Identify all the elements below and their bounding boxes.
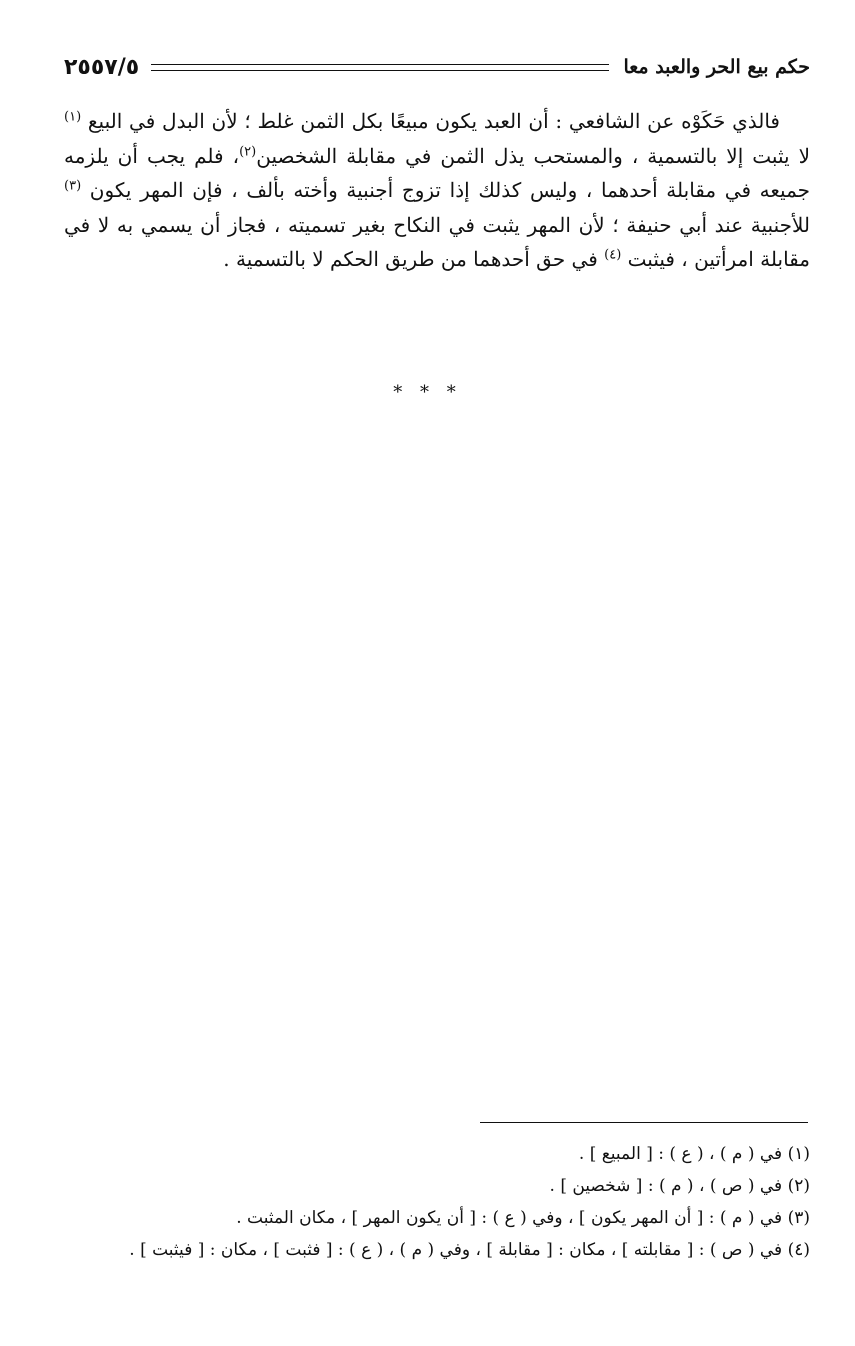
- running-header: [64, 50, 810, 84]
- section-separator: * * *: [393, 382, 462, 403]
- footnote-2: (٢) في ( ص ) ، ( م ) : [ شخصين ] .: [549, 1176, 810, 1196]
- footnote-ref-3: (٣): [64, 178, 82, 194]
- footnote-1: (١) في ( م ) ، ( ع ) : [ المبيع ] .: [578, 1144, 810, 1164]
- page-number: ٢٥٥٧/٥: [64, 54, 140, 80]
- footnote-3: (٣) في ( م ) : [ أن المهر يكون ] ، وفي ( ع ) : [ أن يكون المهر ] ، مكان المثبت .: [236, 1208, 810, 1228]
- text-segment: ، فلم يجب أن يلزمه جميعه في مقابلة أحدهما ، وليس كذلك إذا تزوج أجنبية وأخته بألف ، فإن المهر يكون: [64, 143, 810, 202]
- header-title: حكم بيع الحر والعبد معا: [623, 56, 810, 78]
- main-text: [64, 104, 810, 277]
- text-segment: للأجنبية عند أبي حنيفة ؛ لأن المهر يثبت في النكاح بغير تسميته ، فجاز أن يسمي به لا في مقابلة امرأتين ، فيثبت: [64, 212, 810, 271]
- text-segment: فالذي حَكَوْه عن الشافعي : أن العبد يكون مبيعًا بكل الثمن غلط ؛ لأن البدل في البيع: [81, 109, 780, 133]
- footnote-ref-4: (٤): [604, 247, 622, 263]
- footnote-4: (٤) في ( ص ) : [ مقابلته ] ، مكان : [ مقابلة ] ، وفي ( م ) ، ( ع ) : [ فثبت ] ، مكان : [ فيثبت ] .: [129, 1240, 810, 1260]
- footnote-ref-2: (٢): [239, 143, 257, 159]
- text-segment: لا يثبت إلا بالتسمية ، والمستحب يذل الثمن في مقابلة الشخصين: [256, 143, 810, 168]
- footnote-ref-1: (١): [64, 109, 82, 125]
- footnote-divider: [480, 1122, 808, 1123]
- body-paragraph: [64, 104, 810, 277]
- text-segment: في حق أحدهما من طريق الحكم لا بالتسمية .: [223, 247, 605, 271]
- header-double-rule: [151, 64, 609, 71]
- footnotes: [64, 1138, 810, 1266]
